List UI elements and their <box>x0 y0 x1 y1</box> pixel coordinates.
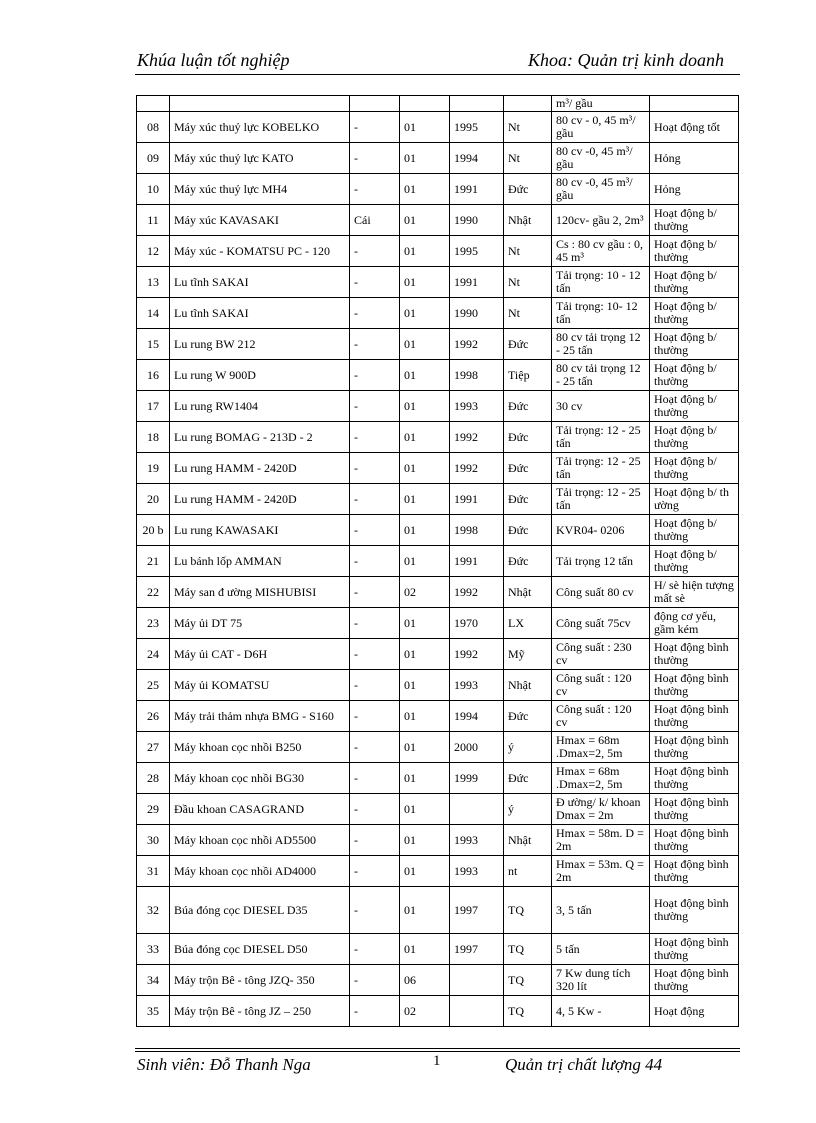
table-row <box>137 577 739 608</box>
cell-name: Lu tĩnh SAKAI <box>170 267 350 298</box>
cell-unit: - <box>350 763 400 794</box>
cell-no: 26 <box>137 701 170 732</box>
cell-unit: - <box>350 934 400 965</box>
cell-unit: - <box>350 143 400 174</box>
cell-no: 30 <box>137 825 170 856</box>
cell-name: Lu rung HAMM - 2420D <box>170 484 350 515</box>
cell-status: Hoạt động bình thường <box>650 965 739 996</box>
cell-status: Hoạt động <box>650 996 739 1027</box>
cell-status: Hoạt động b/ thường <box>650 515 739 546</box>
cell-name: Lu rung RW1404 <box>170 391 350 422</box>
cell-spec: 80 cv - 0, 45 m³/ gầu <box>552 112 650 143</box>
cell-qty: 01 <box>400 670 450 701</box>
cell-spec: Tải trọng: 12 - 25 tấn <box>552 484 650 515</box>
cell-no: 17 <box>137 391 170 422</box>
cell-unit: - <box>350 608 400 639</box>
cell-spec: Hmax = 68m .Dmax=2, 5m <box>552 763 650 794</box>
cell-unit: - <box>350 236 400 267</box>
equipment-table <box>136 95 739 1027</box>
cell-name: Máy san đ ường MISHUBISI <box>170 577 350 608</box>
table-row <box>137 267 739 298</box>
cell-spec: Tải trọng: 12 - 25 tấn <box>552 453 650 484</box>
cell-qty: 01 <box>400 515 450 546</box>
cell-origin: Nhật <box>504 577 552 608</box>
cell-status: Hoạt động b/ thường <box>650 267 739 298</box>
cell-name: Búa đóng cọc DIESEL D50 <box>170 934 350 965</box>
cell-unit: Cái <box>350 205 400 236</box>
cell-origin: TQ <box>504 887 552 934</box>
cell-no: 33 <box>137 934 170 965</box>
cell-spec: Tải trọng: 10- 12 tấn <box>552 298 650 329</box>
cell-year: 1992 <box>450 577 504 608</box>
cell-origin: ý <box>504 732 552 763</box>
cell-qty: 01 <box>400 174 450 205</box>
cell-no: 35 <box>137 996 170 1027</box>
cell-origin: Mỹ <box>504 639 552 670</box>
footer-page-number: 1 <box>433 1053 441 1069</box>
cell-qty: 06 <box>400 965 450 996</box>
cell-year: 1992 <box>450 329 504 360</box>
cell-year: 1998 <box>450 360 504 391</box>
cell-name: Máy xúc thuỷ lực MH4 <box>170 174 350 205</box>
cell-spec: Công suất : 120 cv <box>552 701 650 732</box>
cell-unit: - <box>350 794 400 825</box>
cell-qty: 02 <box>400 577 450 608</box>
cell-unit: - <box>350 267 400 298</box>
cell-status: Hoạt động bình thường <box>650 934 739 965</box>
cell-name: Máy khoan cọc nhồi B250 <box>170 732 350 763</box>
cell-status: Hoạt động b/ thường <box>650 298 739 329</box>
cell-unit: - <box>350 577 400 608</box>
cell-spec: KVR04- 0206 <box>552 515 650 546</box>
cell-spec: 5 tấn <box>552 934 650 965</box>
table-row <box>137 608 739 639</box>
table-row <box>137 965 739 996</box>
cell-qty: 01 <box>400 453 450 484</box>
cell-name: Lu rung BW 212 <box>170 329 350 360</box>
cell-qty: 01 <box>400 360 450 391</box>
cell-year <box>450 96 504 112</box>
cell-status: Hoạt động bình thường <box>650 825 739 856</box>
cell-origin: TQ <box>504 996 552 1027</box>
cell-year: 1990 <box>450 205 504 236</box>
cell-name: Máy ủi DT 75 <box>170 608 350 639</box>
cell-no: 29 <box>137 794 170 825</box>
cell-status: Hoạt động bình thường <box>650 794 739 825</box>
cell-origin: Tiệp <box>504 360 552 391</box>
cell-no: 19 <box>137 453 170 484</box>
cell-year: 1994 <box>450 143 504 174</box>
cell-year: 1991 <box>450 546 504 577</box>
cell-name: Lu rung W 900D <box>170 360 350 391</box>
cell-status: Hoạt động bình thường <box>650 732 739 763</box>
cell-origin: Nhật <box>504 205 552 236</box>
cell-unit: - <box>350 856 400 887</box>
cell-status <box>650 96 739 112</box>
cell-spec: Công suất : 120 cv <box>552 670 650 701</box>
table-row <box>137 174 739 205</box>
cell-qty: 01 <box>400 856 450 887</box>
cell-name: Đầu khoan CASAGRAND <box>170 794 350 825</box>
cell-no: 15 <box>137 329 170 360</box>
cell-origin: TQ <box>504 965 552 996</box>
cell-no: 27 <box>137 732 170 763</box>
cell-origin: Nt <box>504 298 552 329</box>
table-row <box>137 670 739 701</box>
table-row <box>137 96 739 112</box>
cell-origin: Đức <box>504 484 552 515</box>
cell-year: 1995 <box>450 236 504 267</box>
cell-status: Hoạt động bình thường <box>650 856 739 887</box>
cell-status: Hỏng <box>650 174 739 205</box>
cell-no: 11 <box>137 205 170 236</box>
cell-status: Hoạt động b/ thường <box>650 329 739 360</box>
cell-spec: 4, 5 Kw - <box>552 996 650 1027</box>
table-row <box>137 484 739 515</box>
cell-origin: Đức <box>504 422 552 453</box>
cell-no: 32 <box>137 887 170 934</box>
table-row <box>137 329 739 360</box>
table-row <box>137 825 739 856</box>
table-row <box>137 422 739 453</box>
cell-qty: 01 <box>400 298 450 329</box>
cell-status: Hỏng <box>650 143 739 174</box>
cell-name: Máy xúc thuỷ lực KOBELKO <box>170 112 350 143</box>
footer-student: Sinh viên: Đỗ Thanh Nga <box>137 1055 311 1074</box>
cell-origin: Đức <box>504 701 552 732</box>
cell-unit: - <box>350 484 400 515</box>
header-left: Khúa luận tốt nghiệp <box>137 50 290 70</box>
cell-year: 1993 <box>450 391 504 422</box>
cell-no: 25 <box>137 670 170 701</box>
cell-year <box>450 794 504 825</box>
cell-status: Hoạt động bình thường <box>650 670 739 701</box>
cell-unit: - <box>350 453 400 484</box>
table-row <box>137 639 739 670</box>
cell-name: Máy xúc - KOMATSU PC - 120 <box>170 236 350 267</box>
cell-unit: - <box>350 546 400 577</box>
cell-year: 1999 <box>450 763 504 794</box>
table-row <box>137 515 739 546</box>
cell-name: Máy khoan cọc nhồi AD5500 <box>170 825 350 856</box>
table-row <box>137 887 739 934</box>
cell-year: 1992 <box>450 639 504 670</box>
cell-name: Lu tĩnh SAKAI <box>170 298 350 329</box>
cell-no: 20 <box>137 484 170 515</box>
cell-status: Hoạt động b/ thường <box>650 453 739 484</box>
table-row <box>137 701 739 732</box>
cell-unit: - <box>350 515 400 546</box>
cell-qty: 01 <box>400 391 450 422</box>
cell-qty: 01 <box>400 143 450 174</box>
cell-year: 1997 <box>450 887 504 934</box>
cell-qty <box>400 96 450 112</box>
cell-origin: Đức <box>504 763 552 794</box>
cell-year: 1991 <box>450 484 504 515</box>
table-row <box>137 546 739 577</box>
cell-qty: 01 <box>400 608 450 639</box>
cell-status: Hoạt động b/ thường <box>650 360 739 391</box>
cell-year <box>450 965 504 996</box>
cell-name: Máy xúc KAVASAKI <box>170 205 350 236</box>
cell-unit: - <box>350 887 400 934</box>
footer-rule-2 <box>135 1051 740 1052</box>
cell-no: 09 <box>137 143 170 174</box>
cell-unit: - <box>350 825 400 856</box>
cell-unit: - <box>350 670 400 701</box>
cell-status: H/ sè hiện tượng mất sè <box>650 577 739 608</box>
table-row <box>137 934 739 965</box>
cell-name: Máy xúc thuỷ lực KATO <box>170 143 350 174</box>
cell-qty: 01 <box>400 934 450 965</box>
table-row <box>137 205 739 236</box>
cell-origin: Nt <box>504 267 552 298</box>
footer-rule <box>135 1048 740 1049</box>
cell-status: động cơ yếu, gầm kém <box>650 608 739 639</box>
cell-spec: Tải trọng 12 tấn <box>552 546 650 577</box>
cell-origin: Nhật <box>504 825 552 856</box>
cell-spec: Hmax = 58m. D = 2m <box>552 825 650 856</box>
cell-origin: TQ <box>504 934 552 965</box>
cell-year: 1993 <box>450 825 504 856</box>
cell-spec: Tải trọng: 10 - 12 tấn <box>552 267 650 298</box>
cell-qty: 01 <box>400 484 450 515</box>
cell-origin: Nhật <box>504 670 552 701</box>
cell-spec: Hmax = 53m. Q = 2m <box>552 856 650 887</box>
cell-name: Lu bánh lốp AMMAN <box>170 546 350 577</box>
cell-unit: - <box>350 174 400 205</box>
cell-status: Hoạt động b/ th ường <box>650 484 739 515</box>
cell-spec: 7 Kw dung tích 320 lít <box>552 965 650 996</box>
cell-name: Máy khoan cọc nhồi BG30 <box>170 763 350 794</box>
cell-name: Máy ủi CAT - D6H <box>170 639 350 670</box>
cell-origin: Nt <box>504 112 552 143</box>
cell-spec: 80 cv tải trọng 12 - 25 tấn <box>552 360 650 391</box>
cell-year: 1993 <box>450 670 504 701</box>
cell-status: Hoạt động bình thường <box>650 639 739 670</box>
cell-name: Máy ủi KOMATSU <box>170 670 350 701</box>
cell-spec: 80 cv -0, 45 m³/ gầu <box>552 143 650 174</box>
cell-year: 1991 <box>450 174 504 205</box>
cell-qty: 01 <box>400 205 450 236</box>
cell-spec: 120cv- gầu 2, 2m³ <box>552 205 650 236</box>
cell-year: 1998 <box>450 515 504 546</box>
table-row <box>137 453 739 484</box>
cell-spec: Công suất 75cv <box>552 608 650 639</box>
table-row <box>137 112 739 143</box>
cell-origin: Đức <box>504 453 552 484</box>
table-row <box>137 732 739 763</box>
cell-qty: 01 <box>400 422 450 453</box>
cell-name: Lu rung BOMAG - 213D - 2 <box>170 422 350 453</box>
cell-no: 31 <box>137 856 170 887</box>
cell-name: Máy trải thảm nhựa BMG - S160 <box>170 701 350 732</box>
header-rule <box>135 74 740 75</box>
cell-no: 24 <box>137 639 170 670</box>
cell-spec: Công suất 80 cv <box>552 577 650 608</box>
cell-name <box>170 96 350 112</box>
cell-no: 13 <box>137 267 170 298</box>
cell-status: Hoạt động bình thường <box>650 763 739 794</box>
table-row <box>137 794 739 825</box>
cell-no: 18 <box>137 422 170 453</box>
table-row <box>137 236 739 267</box>
table-row <box>137 298 739 329</box>
cell-year: 1970 <box>450 608 504 639</box>
cell-unit: - <box>350 422 400 453</box>
cell-name: Lu rung KAWASAKI <box>170 515 350 546</box>
cell-qty: 01 <box>400 825 450 856</box>
cell-no: 16 <box>137 360 170 391</box>
cell-status: Hoạt động b/ thường <box>650 391 739 422</box>
table-row <box>137 360 739 391</box>
header-right: Khoa: Quản trị kinh doanh <box>528 50 724 70</box>
cell-unit: - <box>350 701 400 732</box>
footer-class: Quản trị chất lượng 44 <box>505 1055 663 1074</box>
cell-spec: m³/ gầu <box>552 96 650 112</box>
cell-qty: 01 <box>400 267 450 298</box>
table-row <box>137 763 739 794</box>
cell-origin: Đức <box>504 174 552 205</box>
cell-unit: - <box>350 298 400 329</box>
cell-no: 21 <box>137 546 170 577</box>
cell-no: 23 <box>137 608 170 639</box>
cell-qty: 01 <box>400 794 450 825</box>
cell-year: 1992 <box>450 422 504 453</box>
table-row <box>137 391 739 422</box>
cell-qty: 01 <box>400 639 450 670</box>
cell-spec: Tải trọng: 12 - 25 tấn <box>552 422 650 453</box>
cell-unit: - <box>350 360 400 391</box>
cell-name: Máy trộn Bê - tông JZ – 250 <box>170 996 350 1027</box>
cell-unit: - <box>350 965 400 996</box>
cell-no: 08 <box>137 112 170 143</box>
cell-spec: Hmax = 68m .Dmax=2, 5m <box>552 732 650 763</box>
cell-spec: 3, 5 tấn <box>552 887 650 934</box>
cell-year: 1997 <box>450 934 504 965</box>
cell-no: 20 b <box>137 515 170 546</box>
cell-origin: Nt <box>504 236 552 267</box>
cell-origin <box>504 96 552 112</box>
cell-no: 12 <box>137 236 170 267</box>
cell-origin: Nt <box>504 143 552 174</box>
cell-origin: Đức <box>504 546 552 577</box>
cell-status: Hoạt động b/ thường <box>650 422 739 453</box>
table-row <box>137 996 739 1027</box>
cell-year: 1995 <box>450 112 504 143</box>
cell-status: Hoạt động bình thường <box>650 701 739 732</box>
cell-unit: - <box>350 639 400 670</box>
cell-unit <box>350 96 400 112</box>
cell-no <box>137 96 170 112</box>
cell-spec: Cs : 80 cv gầu : 0, 45 m³ <box>552 236 650 267</box>
cell-name: Lu rung HAMM - 2420D <box>170 453 350 484</box>
cell-year: 1994 <box>450 701 504 732</box>
cell-year: 1993 <box>450 856 504 887</box>
cell-year: 1990 <box>450 298 504 329</box>
cell-unit: - <box>350 391 400 422</box>
cell-qty: 01 <box>400 763 450 794</box>
cell-origin: Đức <box>504 515 552 546</box>
cell-name: Máy khoan cọc nhồi AD4000 <box>170 856 350 887</box>
cell-no: 10 <box>137 174 170 205</box>
cell-origin: ý <box>504 794 552 825</box>
cell-no: 34 <box>137 965 170 996</box>
cell-qty: 01 <box>400 546 450 577</box>
cell-origin: Đức <box>504 329 552 360</box>
cell-no: 14 <box>137 298 170 329</box>
cell-name: Búa đóng cọc DIESEL D35 <box>170 887 350 934</box>
cell-name: Máy trộn Bê - tông JZQ- 350 <box>170 965 350 996</box>
table-row <box>137 856 739 887</box>
cell-year <box>450 996 504 1027</box>
cell-unit: - <box>350 329 400 360</box>
cell-origin: Đức <box>504 391 552 422</box>
cell-qty: 01 <box>400 701 450 732</box>
cell-qty: 01 <box>400 887 450 934</box>
cell-qty: 01 <box>400 329 450 360</box>
cell-year: 2000 <box>450 732 504 763</box>
cell-origin: nt <box>504 856 552 887</box>
cell-status: Hoạt động tốt <box>650 112 739 143</box>
cell-unit: - <box>350 112 400 143</box>
cell-unit: - <box>350 732 400 763</box>
cell-no: 28 <box>137 763 170 794</box>
cell-no: 22 <box>137 577 170 608</box>
cell-qty: 02 <box>400 996 450 1027</box>
cell-spec: Đ ường/ k/ khoan Dmax = 2m <box>552 794 650 825</box>
cell-status: Hoạt động b/ thường <box>650 236 739 267</box>
cell-year: 1991 <box>450 267 504 298</box>
table-row <box>137 143 739 174</box>
cell-qty: 01 <box>400 236 450 267</box>
cell-qty: 01 <box>400 112 450 143</box>
cell-origin: LX <box>504 608 552 639</box>
cell-status: Hoạt động b/ thường <box>650 205 739 236</box>
cell-qty: 01 <box>400 732 450 763</box>
cell-year: 1992 <box>450 453 504 484</box>
cell-status: Hoạt động b/ thường <box>650 546 739 577</box>
cell-spec: 80 cv tải trọng 12 - 25 tấn <box>552 329 650 360</box>
cell-unit: - <box>350 996 400 1027</box>
cell-spec: 80 cv -0, 45 m³/ gầu <box>552 174 650 205</box>
cell-spec: Công suất : 230 cv <box>552 639 650 670</box>
cell-spec: 30 cv <box>552 391 650 422</box>
cell-status: Hoạt động bình thường <box>650 887 739 934</box>
